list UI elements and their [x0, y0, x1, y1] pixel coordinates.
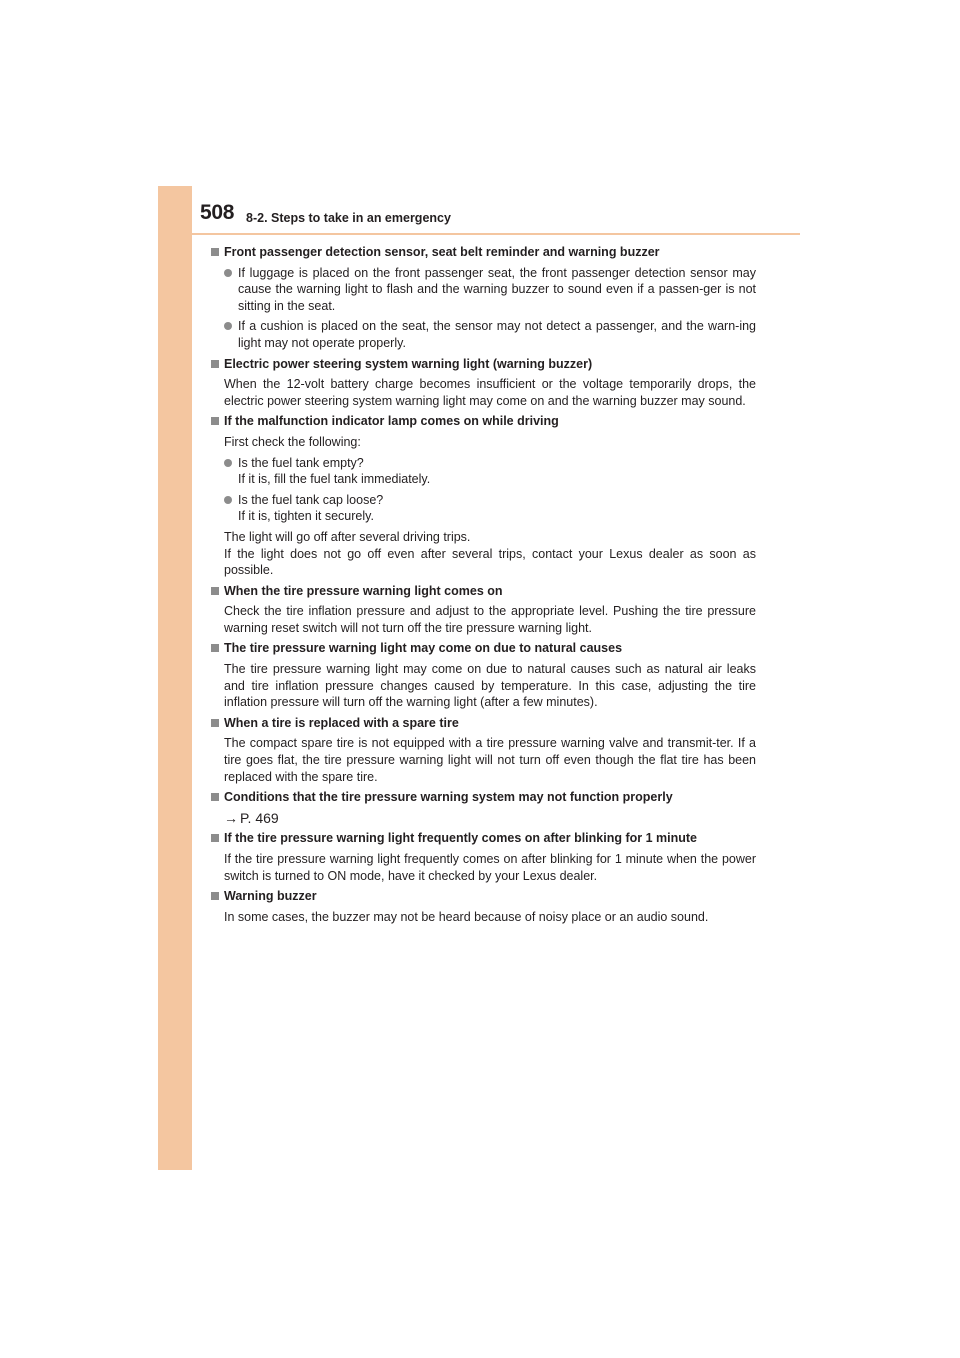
page-content: [211, 244, 756, 925]
list-item: [211, 492, 756, 525]
heading-passenger-sensor: [211, 244, 756, 261]
heading-text: Conditions that the tire pressure warning system may not function properly: [224, 790, 673, 805]
round-bullet-icon: [224, 322, 232, 330]
page-number: 508: [200, 201, 235, 224]
paragraph: In some cases, the buzzer may not be heard because of noisy place or an audio sound.: [224, 909, 709, 924]
square-bullet-icon: [211, 417, 219, 425]
heading-system-conditions: [211, 789, 756, 806]
paragraph: The tire pressure warning light may come on due to natural causes such as natural air leaks and tire inflation pressure changes caused by temperature. In this case, adjusting the tire inflation pressure will turn off the warning light (after a few minutes).: [224, 662, 756, 710]
list-item-question: Is the fuel tank cap loose?: [238, 492, 384, 507]
list-item-text: If a cushion is placed on the seat, the sensor may not detect a passenger, and the warn-ing light may not operate properly.: [238, 319, 756, 350]
heading-text: Warning buzzer: [224, 889, 317, 904]
heading-natural-causes: [211, 640, 756, 657]
square-bullet-icon: [211, 892, 219, 900]
round-bullet-icon: [224, 269, 232, 277]
square-bullet-icon: [211, 587, 219, 595]
list-item-question: Is the fuel tank empty?: [238, 455, 364, 470]
list-item-text: If luggage is placed on the front passenger seat, the front passenger detection sensor may cause the warning light to flash and the warning buzzer to sound even if a passen-ger is not sitting in the seat.: [238, 265, 756, 313]
heading-tire-warning-on: [211, 583, 756, 600]
heading-spare-tire: [211, 715, 756, 732]
paragraph: If the tire pressure warning light frequently comes on after blinking for 1 minute when the power switch is turned to ON mode, have it checked by your Lexus dealer.: [224, 852, 756, 883]
heading-text: When a tire is replaced with a spare tire: [224, 715, 459, 730]
list-item: [211, 455, 756, 488]
heading-text: Electric power steering system warning light (warning buzzer): [224, 356, 593, 371]
page-reference: [211, 810, 756, 827]
page-reference-link[interactable]: P. 469: [240, 809, 279, 826]
arrow-right-icon: →: [224, 809, 238, 826]
paragraph-line: If the light does not go off even after several trips, contact your Lexus dealer as soon as possible.: [224, 546, 756, 578]
heading-text: Front passenger detection sensor, seat belt reminder and warning buzzer: [224, 245, 660, 259]
heading-warning-buzzer: [211, 888, 756, 905]
list-item: [211, 318, 756, 351]
square-bullet-icon: [211, 248, 219, 256]
side-tab-strip: [158, 186, 192, 1170]
paragraph: Check the tire inflation pressure and adjust to the appropriate level. Pushing the tire pressure warning reset switch will not turn off the tire pressure warning light.: [224, 604, 756, 635]
square-bullet-icon: [211, 644, 219, 652]
paragraph-line: The light will go off after several driving trips.: [224, 529, 471, 544]
heading-power-steering: [211, 356, 756, 373]
page-header: [200, 200, 800, 234]
square-bullet-icon: [211, 360, 219, 368]
section-title: 8-2. Steps to take in an emergency: [246, 211, 451, 225]
paragraph: First check the following:: [224, 434, 361, 449]
header-rule: [192, 233, 800, 235]
heading-blinking-warning: [211, 830, 756, 847]
square-bullet-icon: [211, 793, 219, 801]
square-bullet-icon: [211, 834, 219, 842]
heading-text: If the tire pressure warning light frequently comes on after blinking for 1 minute: [224, 831, 697, 846]
paragraph: [211, 529, 756, 579]
round-bullet-icon: [224, 459, 232, 467]
square-bullet-icon: [211, 719, 219, 727]
heading-malfunction-lamp: [211, 413, 756, 430]
heading-text: The tire pressure warning light may come on due to natural causes: [224, 641, 623, 656]
list-item-answer: If it is, tighten it securely.: [238, 509, 374, 524]
list-item: [211, 265, 756, 315]
paragraph: When the 12-volt battery charge becomes insufficient or the voltage temporarily drops, the electric power steering system warning light may come on and the warning buzzer may sound.: [224, 377, 756, 408]
round-bullet-icon: [224, 496, 232, 504]
paragraph: The compact spare tire is not equipped with a tire pressure warning valve and transmit-ter. If a tire goes flat, the tire pressure warning light will not turn off even though the flat tire has been replaced with the spare tire.: [224, 736, 756, 784]
heading-text: When the tire pressure warning light comes on: [224, 583, 503, 598]
heading-text: If the malfunction indicator lamp comes on while driving: [224, 414, 559, 429]
list-item-answer: If it is, fill the fuel tank immediately.: [238, 472, 431, 487]
